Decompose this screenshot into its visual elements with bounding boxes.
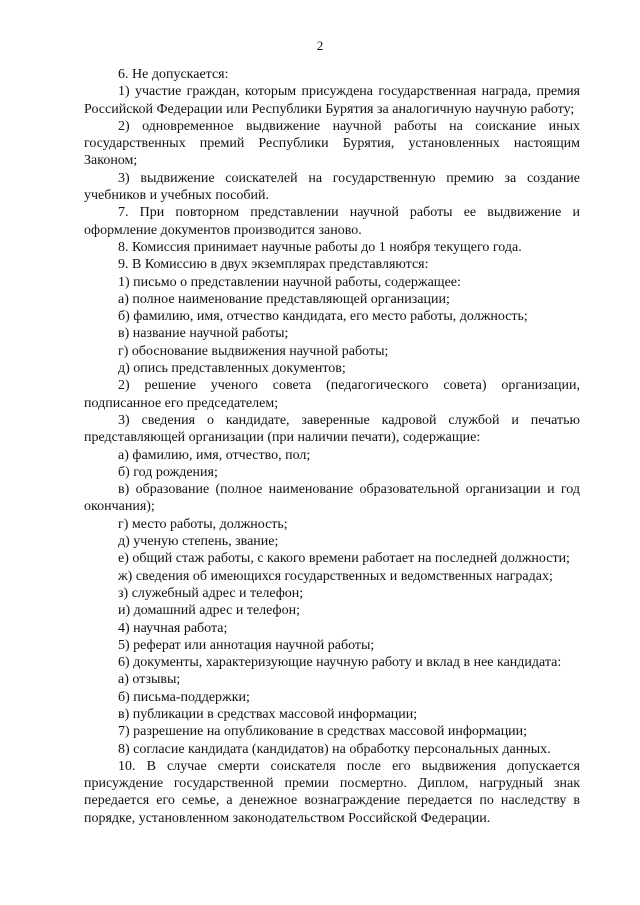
paragraph: в) публикации в средствах массовой информации;	[118, 706, 418, 722]
paragraph: б) письма-поддержки;	[118, 689, 250, 705]
paragraph: 4) научная работа;	[118, 620, 228, 636]
paragraph: д) ученую степень, звание;	[118, 534, 279, 550]
paragraph: а) отзывы;	[118, 672, 181, 688]
document-body	[84, 66, 580, 827]
paragraph: г) место работы, должность;	[118, 516, 288, 532]
page-number: 2	[316, 38, 324, 53]
paragraph: 3) сведения о кандидате, заверенные кадровой службой и печатью представляющей организации (при наличии печати), содержащие:	[84, 412, 580, 446]
paragraph: 7) разрешение на опубликование в средствах массовой информации;	[118, 724, 528, 740]
paragraph: 7. При повторном представлении научной работы ее выдвижение и оформление документов производится заново.	[84, 205, 580, 238]
paragraph: 9. В Комиссию в двух экземплярах представляются:	[118, 257, 429, 273]
paragraph: з) служебный адрес и телефон;	[118, 585, 304, 601]
paragraph: 10. В случае смерти соискателя после его выдвижения допускается присуждение государственной премии посмертно. Диплом, нагрудный знак передается его семье, а денежное вознаграждение передается по наследству в порядке, установленном законодательством Российской Федерации.	[84, 758, 580, 826]
paragraph: б) фамилию, имя, отчество кандидата, его место работы, должность;	[118, 309, 528, 325]
paragraph: а) фамилию, имя, отчество, пол;	[118, 447, 311, 463]
paragraph: е) общий стаж работы, с какого времени работает на последней должности;	[118, 551, 570, 567]
paragraph: в) название научной работы;	[118, 326, 289, 342]
paragraph: 5) реферат или аннотация научной работы;	[118, 637, 375, 653]
paragraph: б) год рождения;	[118, 464, 218, 480]
paragraph: 6) документы, характеризующие научную работу и вклад в нее кандидата:	[118, 655, 562, 671]
paragraph: 2) одновременное выдвижение научной работы на соискание иных государственных премий Республики Бурятия, установленных настоящим Законом;	[84, 118, 580, 169]
paragraph: 8. Комиссия принимает научные работы до 1 ноября текущего года.	[118, 239, 522, 255]
paragraph: 1) участие граждан, которым присуждена государственная награда, премия Российской Федерации или Республики Бурятия за аналогичную научную работу;	[84, 84, 580, 117]
paragraph: а) полное наименование представляющей организации;	[118, 291, 450, 307]
paragraph: 3) выдвижение соискателей на государственную премию за создание учебников и учебных пособий.	[84, 170, 580, 204]
paragraph: в) образование (полное наименование образовательной организации и год окончания);	[84, 482, 580, 515]
paragraph: д) опись представленных документов;	[118, 361, 346, 377]
paragraph: ж) сведения об имеющихся государственных и ведомственных наградах;	[118, 568, 553, 584]
paragraph: 2) решение ученого совета (педагогического совета) организации, подписанное его председателем;	[84, 378, 580, 411]
paragraph: 1) письмо о представлении научной работы, содержащее:	[118, 274, 461, 290]
paragraph: и) домашний адрес и телефон;	[118, 603, 301, 619]
paragraph: г) обоснование выдвижения научной работы;	[118, 343, 389, 359]
paragraph: 8) согласие кандидата (кандидатов) на обработку персональных данных.	[118, 741, 551, 757]
paragraph: 6. Не допускается:	[118, 67, 229, 82]
